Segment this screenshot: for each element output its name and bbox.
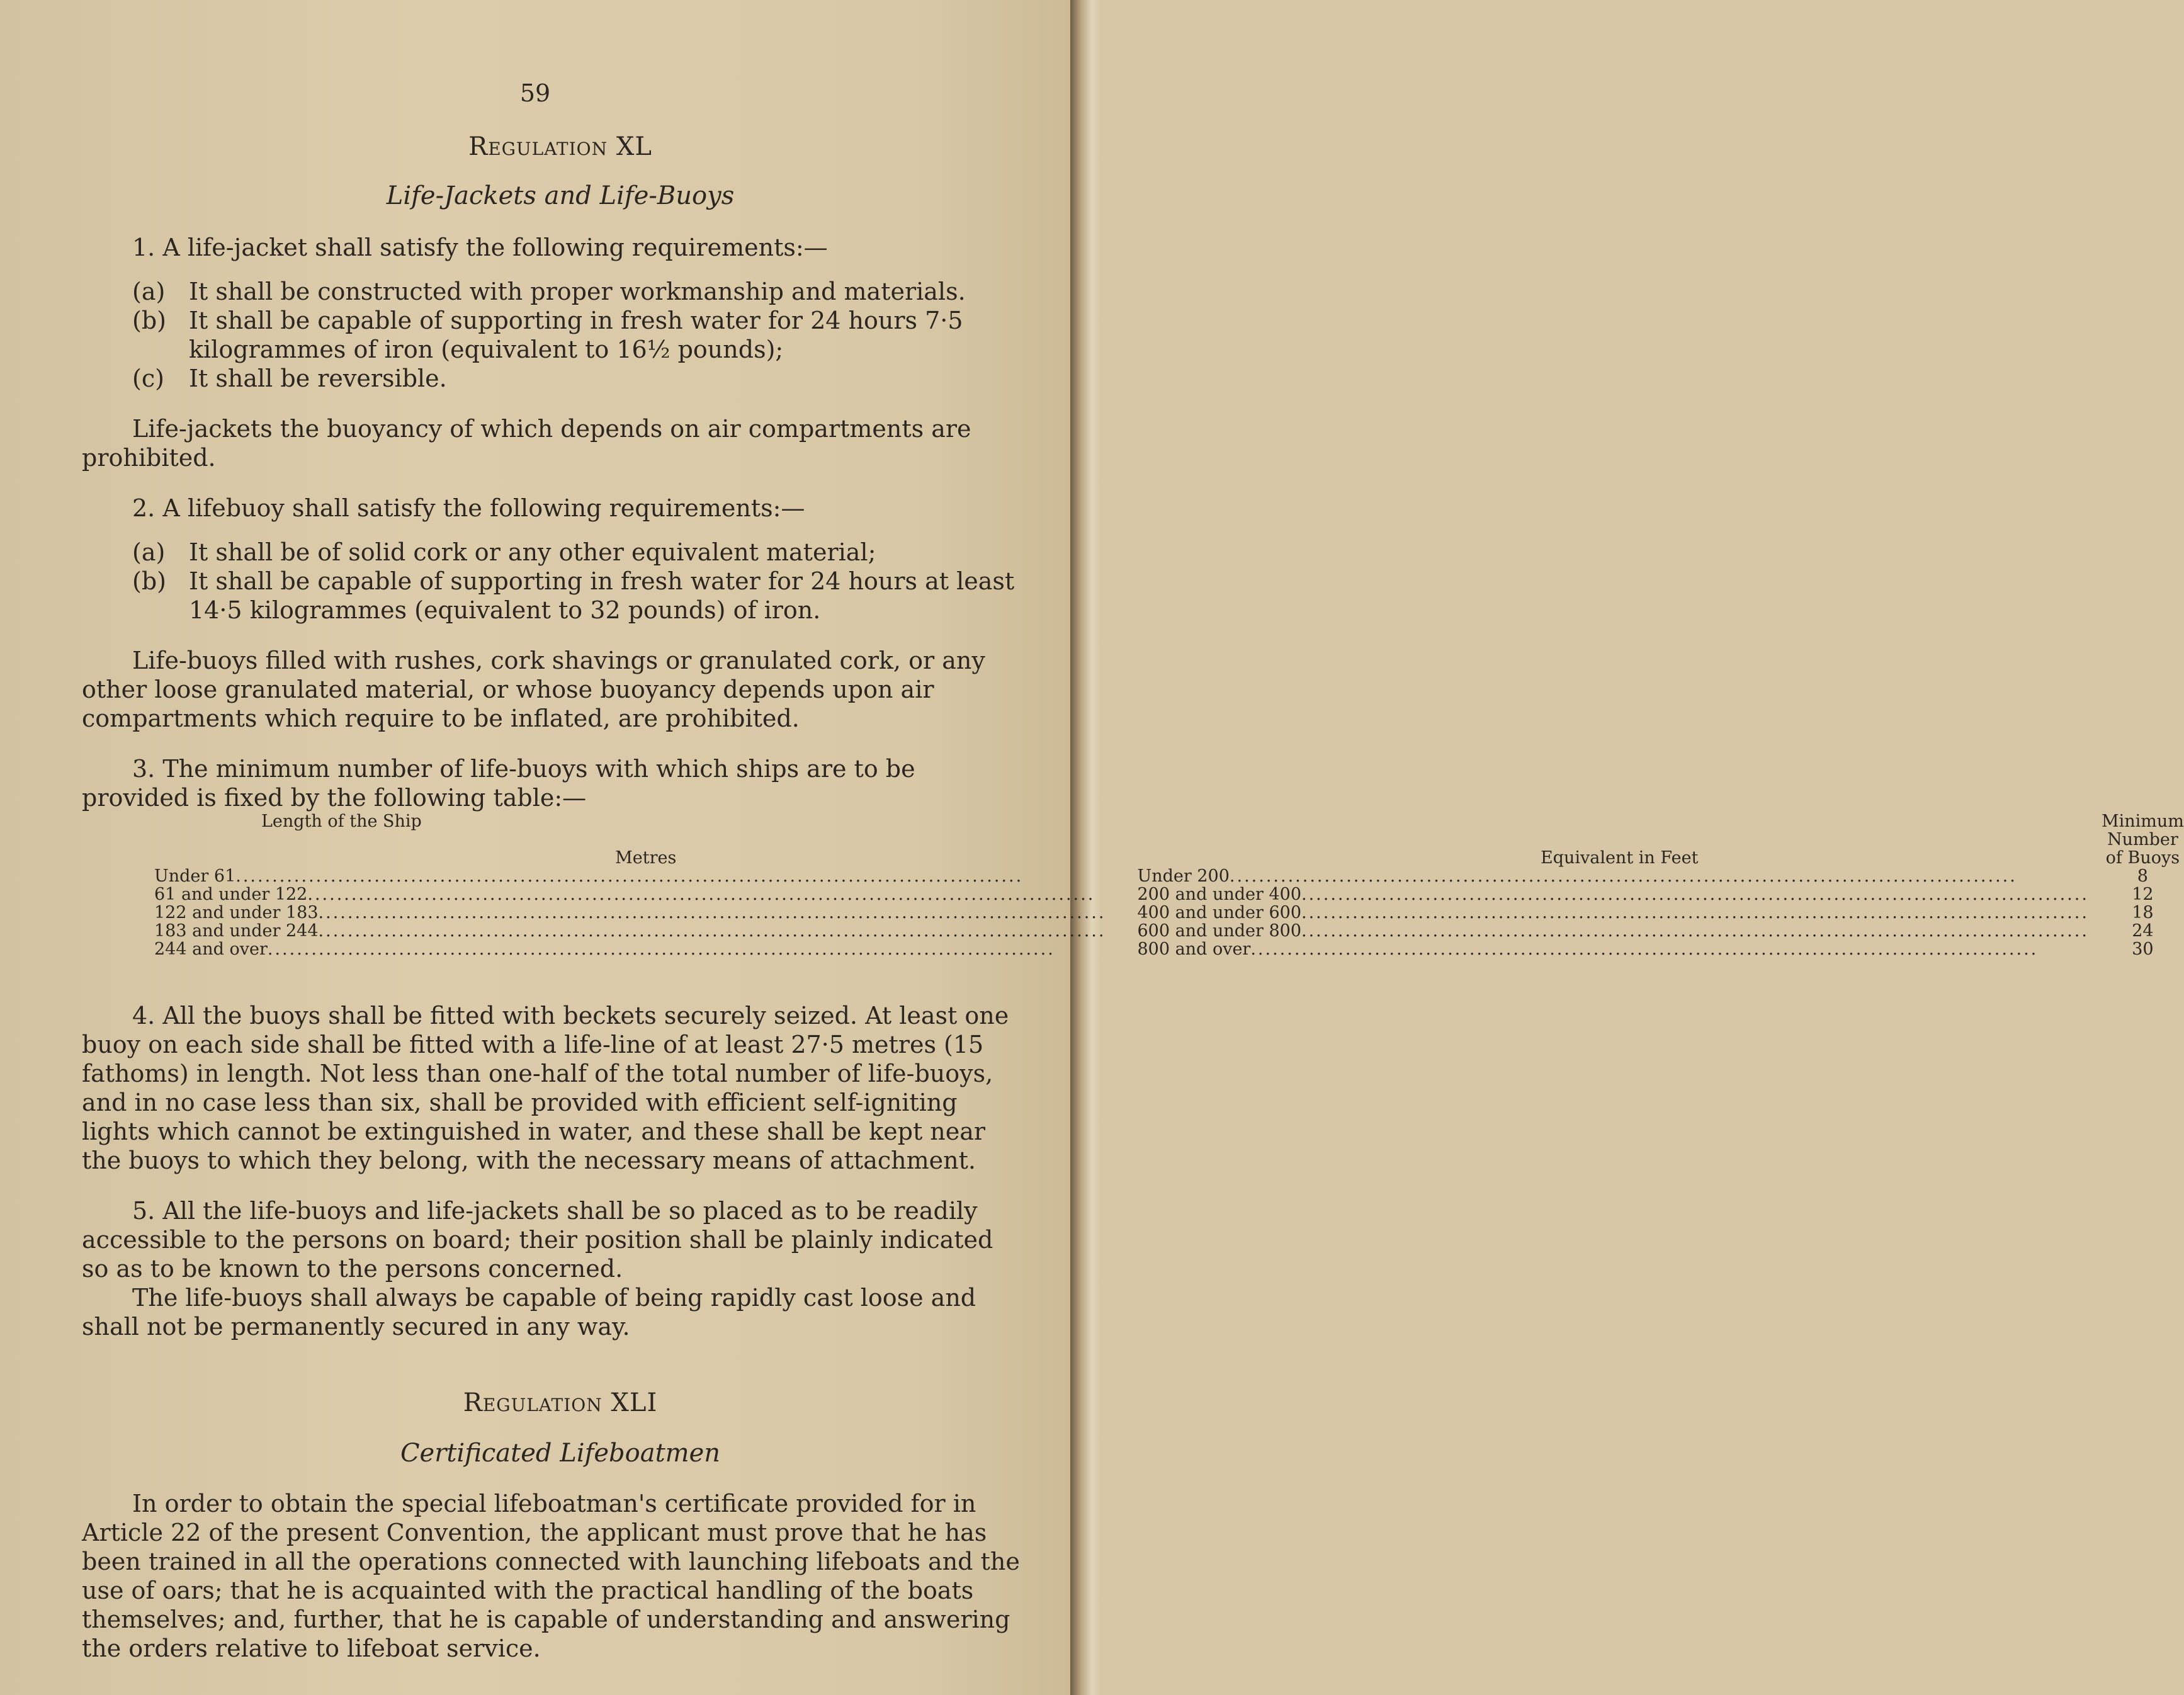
table-header-feet: Equivalent in Feet	[1540, 848, 1699, 868]
regulation-41-body	[82, 1489, 1026, 1663]
para1-item-c-label: (c)	[132, 365, 164, 392]
para2-item-b	[82, 567, 1026, 625]
dot-leader: ............................................................................................................	[267, 939, 1055, 959]
para1-item-b-label: (b)	[132, 307, 166, 334]
table-cell-feet: 400 and under 600	[1137, 903, 1302, 922]
table-cell-buoys: 8	[2137, 866, 2148, 886]
table-cell-buoys: 24	[2132, 921, 2154, 941]
table-cell-metres: 183 and under 244	[154, 921, 319, 941]
para1-item-c	[82, 364, 1026, 393]
table-cell-metres: Under 61	[154, 866, 236, 886]
dot-leader: ............................................................................................................	[318, 903, 1106, 922]
para1-item-a-text: It shall be constructed with proper workmanship and materials.	[189, 278, 966, 305]
dot-leader: ............................................................................................................	[1301, 903, 2089, 922]
regulation-40-paragraphs-4-5	[82, 1001, 1026, 1341]
table-row	[154, 904, 2184, 922]
para1-note: Life-jackets the buoyancy of which depends on air compartments are prohibited.	[82, 415, 971, 472]
para5-note: The life-buoys shall always be capable of being rapidly cast loose and shall not be permanently secured in any way.	[82, 1284, 976, 1341]
para1-item-b	[82, 306, 1026, 364]
dot-leader: ............................................................................................................	[318, 921, 1106, 941]
table-cell-metres: 122 and under 183	[154, 903, 319, 922]
table-cell-metres: 244 and over	[154, 939, 268, 959]
para1-item-b-text: It shall be capable of supporting in fresh water for 24 hours 7·5 kilogrammes of iron (equivalent to 16½ pounds);	[189, 307, 963, 363]
para2-item-a-text: It shall be of solid cork or any other equivalent material;	[189, 538, 876, 566]
minimum-buoys-table	[154, 812, 2184, 958]
para2-note: Life-buoys filled with rushes, cork shavings or granulated cork, or any other loose granulated material, or whose buoyancy depends upon air compartments which require to be inflated, are prohibited.	[82, 647, 985, 732]
para2-intro: 2. A lifebuoy shall satisfy the following requirements:—	[132, 494, 805, 522]
para3-text: 3. The minimum number of life-buoys with which ships are to be provided is fixed by the following table:—	[82, 755, 915, 812]
regulation-41-subtitle: Certificated Lifeboatmen	[400, 1439, 721, 1468]
para2-item-a-label: (a)	[132, 538, 166, 566]
regulation-40-heading: Regulation XL	[468, 132, 652, 161]
para5-text: 5. All the life-buoys and life-jackets shall be so placed as to be readily accessible to the persons on board; their position shall be plainly indicated so as to be known to the persons concerned.	[82, 1197, 993, 1283]
dot-leader: ............................................................................................................	[235, 866, 1024, 886]
regulation-40-paragraphs-1-2	[82, 233, 1026, 812]
para2-item-a	[82, 538, 1026, 567]
dot-leader: ............................................................................................................	[307, 885, 1095, 904]
table-header-buoys-3: of Buoys	[2105, 848, 2180, 868]
table-header-length: Length of the Ship	[261, 812, 422, 831]
regulation-40-subtitle: Life-Jackets and Life-Buoys	[386, 181, 735, 210]
table-header-metres: Metres	[615, 848, 677, 868]
table-header-buoys-1: Minimum	[2101, 812, 2184, 831]
table-cell-feet: Under 200	[1137, 866, 1230, 886]
regulation-41-heading: Regulation XLI	[463, 1388, 658, 1417]
table-cell-buoys: 12	[2132, 885, 2154, 904]
table-cell-metres: 61 and under 122	[154, 885, 308, 904]
dot-leader: ............................................................................................................	[1229, 866, 2017, 886]
para4-text: 4. All the buoys shall be fitted with beckets securely seized. At least one buoy on each side shall be fitted with a life-line of at least 27·5 metres (15 fathoms) in length. Not less than one-half of the total number of life-buoys, and in no case less than six, shall be provided with efficient self-igniting lights which cannot be extinguished in water, and these shall be kept near the buoys to which they belong, with the necessary means of attachment.	[82, 1002, 1009, 1174]
page-number: 59	[519, 79, 551, 107]
para1-intro: 1. A life-jacket shall satisfy the following requirements:—	[132, 234, 828, 261]
table-cell-feet: 200 and under 400	[1137, 885, 1302, 904]
para2-item-b-text: It shall be capable of supporting in fresh water for 24 hours at least 14·5 kilogrammes (equivalent to 32 pounds) of iron.	[189, 567, 1015, 624]
table-cell-feet: 800 and over	[1137, 939, 1251, 959]
table-cell-buoys: 30	[2132, 939, 2154, 959]
para1-item-a	[82, 277, 1026, 306]
para1-item-a-label: (a)	[132, 278, 166, 305]
dot-leader: ............................................................................................................	[1250, 939, 2039, 959]
table-row	[154, 885, 2184, 904]
table-header-buoys-2: Number	[2107, 830, 2178, 849]
para1-item-c-text: It shall be reversible.	[189, 365, 447, 392]
table-row	[154, 867, 2184, 885]
table-row	[154, 922, 2184, 940]
dot-leader: ............................................................................................................	[1301, 921, 2089, 941]
table-cell-feet: 600 and under 800	[1137, 921, 1302, 941]
regulation-41-text: In order to obtain the special lifeboatman's certificate provided for in Article 22 of the present Convention, the applicant must prove that he has been trained in all the operations connected with launching lifeboats and the use of oars; that he is acquainted with the practical handling of the boats themselves; and, further, that he is capable of understanding and answering the orders relative to lifeboat service.	[82, 1490, 1020, 1662]
para2-item-b-label: (b)	[132, 567, 166, 595]
dot-leader: ............................................................................................................	[1301, 885, 2089, 904]
table-row	[154, 940, 2184, 958]
table-cell-buoys: 18	[2132, 903, 2154, 922]
